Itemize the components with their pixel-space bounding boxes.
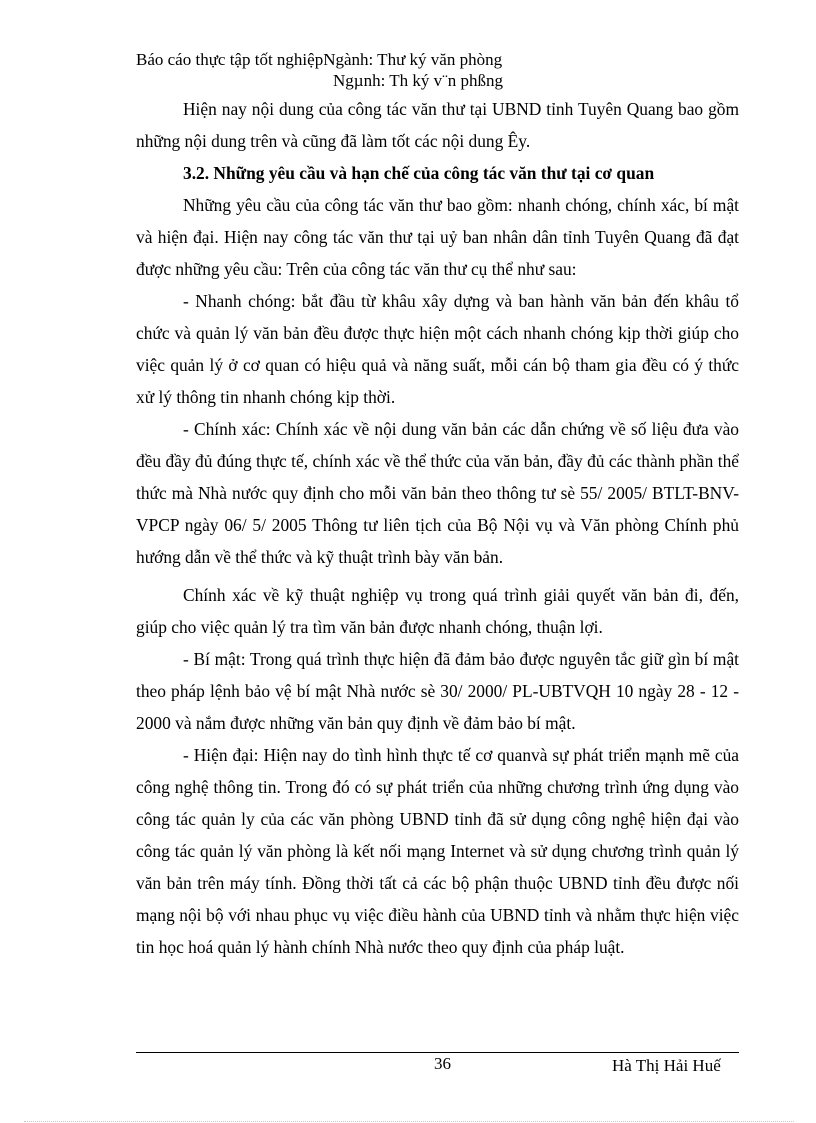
paragraph-accuracy: - Chính xác: Chính xác về nội dung văn bản các dẫn chứng về số liệu đưa vào đều đầy đủ đúng thực tế, chính xác về thể thức của văn bản, đầy đủ các thành phần thể thức mà Nhà nước quy định cho mỗi văn bản theo thông tư sè 55/ 2005/ BTLT-BNV-VPCP ngày 06/ 5/ 2005 Thông tư liên tịch của Bộ Nội vụ và Văn phòng Chính phủ hướng dẫn về thể thức và kỹ thuật trình bày văn bản.: [136, 419, 739, 567]
footer-author: Hà Thị Hải Huế: [612, 1056, 721, 1075]
section-heading: 3.2. Những yêu cầu và hạn chế của công tác văn thư tại cơ quan: [183, 163, 655, 183]
paragraph-intro: Hiện nay nội dung của công tác văn thư tại UBND tỉnh Tuyên Quang bao gồm những nội dung trên và cũng đã làm tốt các nội dung Êy.: [136, 99, 739, 151]
paragraph-modern: - Hiện đại: Hiện nay do tình hình thực tế cơ quanvà sự phát triển mạnh mẽ của công nghệ thông tin. Trong đó có sự phát triển của những chương trình ứng dụng vào công tác quản ly của các văn phòng UBND tỉnh đã sử dụng công nghệ hiện đại vào công tác quản lý văn phòng là kết nối mạng Internet và sử dụng chương trình quản lý văn bản trên máy tính. Đồng thời tất cả các bộ phận thuộc UBND tỉnh đều được nối mạng nội bộ với nhau phục vụ việc điều hành của UBND tỉnh và nhằm thực hiện việc tin học hoá quản lý hành chính Nhà nước theo quy định của pháp luật.: [136, 745, 739, 957]
running-header: Báo cáo thực tập tốt nghiệpNgành: Thư ký văn phòng: [136, 50, 503, 69]
footer-divider: [136, 1052, 739, 1053]
paragraph-requirements: Những yêu cầu của công tác văn thư bao gồm: nhanh chóng, chính xác, bí mật và hiện đại. Hiện nay công tác văn thư tại uỷ ban nhân dân tỉnh Tuyên Quang đã đạt được những yêu cầu: Trên của công tác văn thư cụ thể như sau:: [136, 195, 739, 279]
page-number: 36: [434, 1054, 451, 1073]
running-header-garbled: Ngµnh: Th ký v¨n phßng: [333, 71, 504, 90]
paragraph-secrecy: - Bí mật: Trong quá trình thực hiện đã đảm bảo được nguyên tắc giữ gìn bí mật theo pháp lệnh bảo vệ bí mật Nhà nước sè 30/ 2000/ PL-UBTVQH 10 ngày 28 - 12 - 2000 và nắm được những văn bản quy định về đảm bảo bí mật.: [136, 649, 739, 733]
paragraph-accuracy-technique: Chính xác về kỹ thuật nghiệp vụ trong quá trình giải quyết văn bản đi, đến, giúp cho việc quản lý tra tìm văn bản được nhanh chóng, thuận lợi.: [136, 585, 739, 637]
page-edge-divider: [24, 1121, 794, 1122]
document-body: [136, 93, 739, 963]
paragraph-speed: - Nhanh chóng: bắt đầu từ khâu xây dựng và ban hành văn bản đến khâu tổ chức và quản lý văn bản đều được thực hiện một cách nhanh chóng kịp thời giúp cho việc quản lý ở cơ quan có hiệu quả và năng suất, mỗi cán bộ tham gia đều có ý thức xử lý thông tin nhanh chóng kịp thời.: [136, 291, 739, 407]
